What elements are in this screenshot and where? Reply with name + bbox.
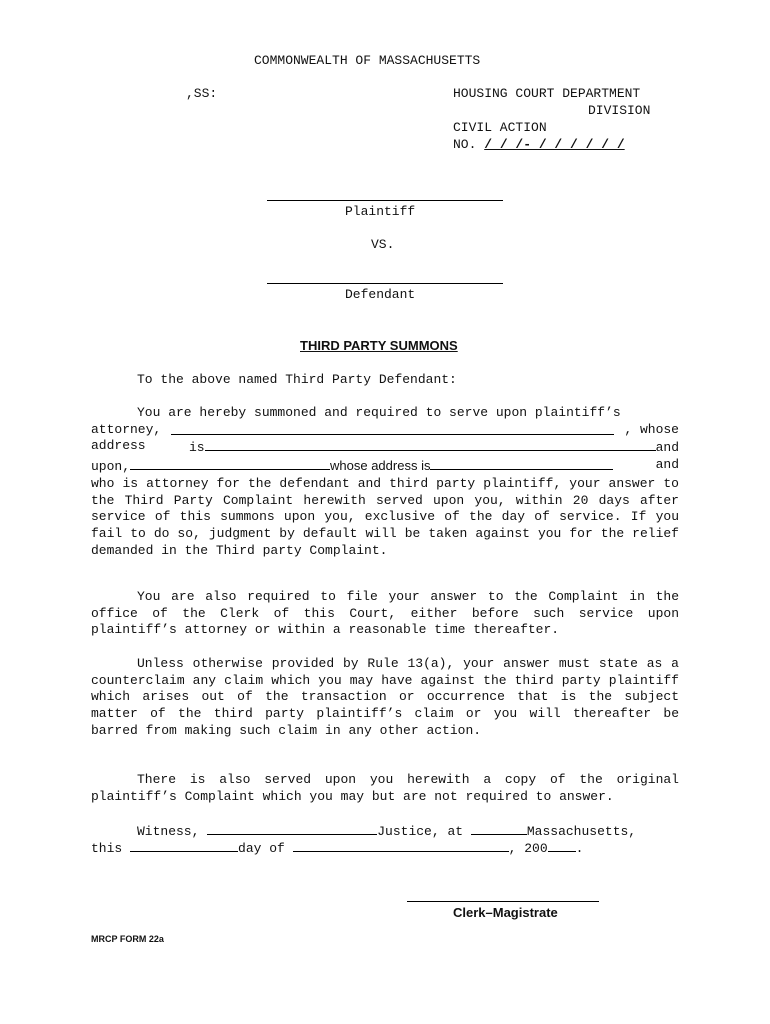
file-answer-paragraph — [91, 589, 679, 639]
salutation: To the above named Third Party Defendant: — [137, 372, 457, 387]
attorney-name-field[interactable] — [171, 422, 614, 435]
whose-label: , whose — [624, 421, 679, 437]
justice-name-field[interactable] — [207, 822, 377, 835]
witness-line — [137, 822, 636, 841]
third-party-plaintiff-field[interactable] — [130, 457, 330, 470]
docket-number — [453, 137, 625, 154]
third-party-address-field[interactable] — [430, 457, 613, 470]
whose-address-label: whose address is — [330, 458, 431, 474]
address-label: address — [91, 438, 146, 454]
docket-number-label: NO. — [453, 137, 477, 152]
date-line — [91, 839, 583, 858]
court-department: HOUSING COURT DEPARTMENT — [453, 86, 641, 101]
division-label: DIVISION — [588, 103, 651, 118]
and-label: and — [655, 440, 679, 456]
original-complaint-text: There is also served upon you herewith a copy of the original plaintiff’s Complaint which you may but are not required to answer. — [91, 772, 679, 804]
docket-number-value: / / /- / / / / / / — [484, 137, 625, 152]
summons-paragraph — [91, 405, 679, 559]
summons-intro: You are hereby summoned and required to serve upon plaintiff’s — [137, 405, 621, 420]
year-label: , 200 — [508, 841, 548, 856]
defendant-label: Defendant — [345, 287, 416, 302]
defendant-signature-line — [267, 283, 503, 284]
civil-action-label: CIVIL ACTION — [453, 120, 547, 135]
day-of-label: day of — [238, 841, 285, 856]
this-label: this — [91, 841, 123, 856]
file-answer-text: You are also required to file your answer to the Complaint in the office of the Clerk of this Court, either before such service upon plaintiff’s attorney or within a reasonable time thereafter. — [91, 589, 679, 638]
counterclaim-paragraph — [91, 656, 679, 740]
original-complaint-paragraph — [91, 772, 679, 805]
clerk-magistrate-label: Clerk–Magistrate — [453, 905, 558, 920]
form-id: MRCP FORM 22a — [91, 934, 164, 944]
counterclaim-text: Unless otherwise provided by Rule 13(a), your answer must state as a counterclaim any claim which you may have against the third party plaintiff which arises out of the transaction or occurrence that is the subject matter of the third party plaintiff’s claim or you will thereafter be barred from making such claim in any other action. — [91, 656, 679, 738]
county-ss: ,SS: — [186, 86, 218, 101]
and-label-2: and — [655, 457, 679, 473]
attorney-address-field[interactable] — [205, 438, 656, 451]
day-field[interactable] — [130, 839, 238, 852]
justice-at-label: Justice, at — [377, 824, 464, 839]
commonwealth-heading: COMMONWEALTH OF MASSACHUSETTS — [254, 53, 481, 68]
upon-label: upon, — [91, 459, 131, 475]
summons-body: who is attorney for the defendant and third party plaintiff, your answer to the Third Party Complaint herewith served upon you, within 20 days after service of this summons upon you, exclusive of the day of service. If you fail to do so, judgment by default will be taken against you for the relief demanded in the Third party Complaint. — [91, 475, 679, 558]
location-field[interactable] — [471, 822, 527, 835]
year-period: . — [575, 841, 584, 856]
plaintiff-signature-line — [267, 200, 503, 201]
attorney-label: attorney, — [91, 421, 162, 437]
document-title: THIRD PARTY SUMMONS — [300, 338, 458, 353]
is-label: is — [188, 440, 205, 456]
versus-label: VS. — [371, 237, 395, 252]
witness-label: Witness, — [137, 824, 200, 839]
plaintiff-label: Plaintiff — [345, 204, 416, 219]
month-field[interactable] — [293, 839, 509, 852]
year-field[interactable] — [548, 839, 576, 852]
clerk-signature-line — [407, 901, 599, 902]
massachusetts-label: Massachusetts, — [526, 824, 637, 839]
